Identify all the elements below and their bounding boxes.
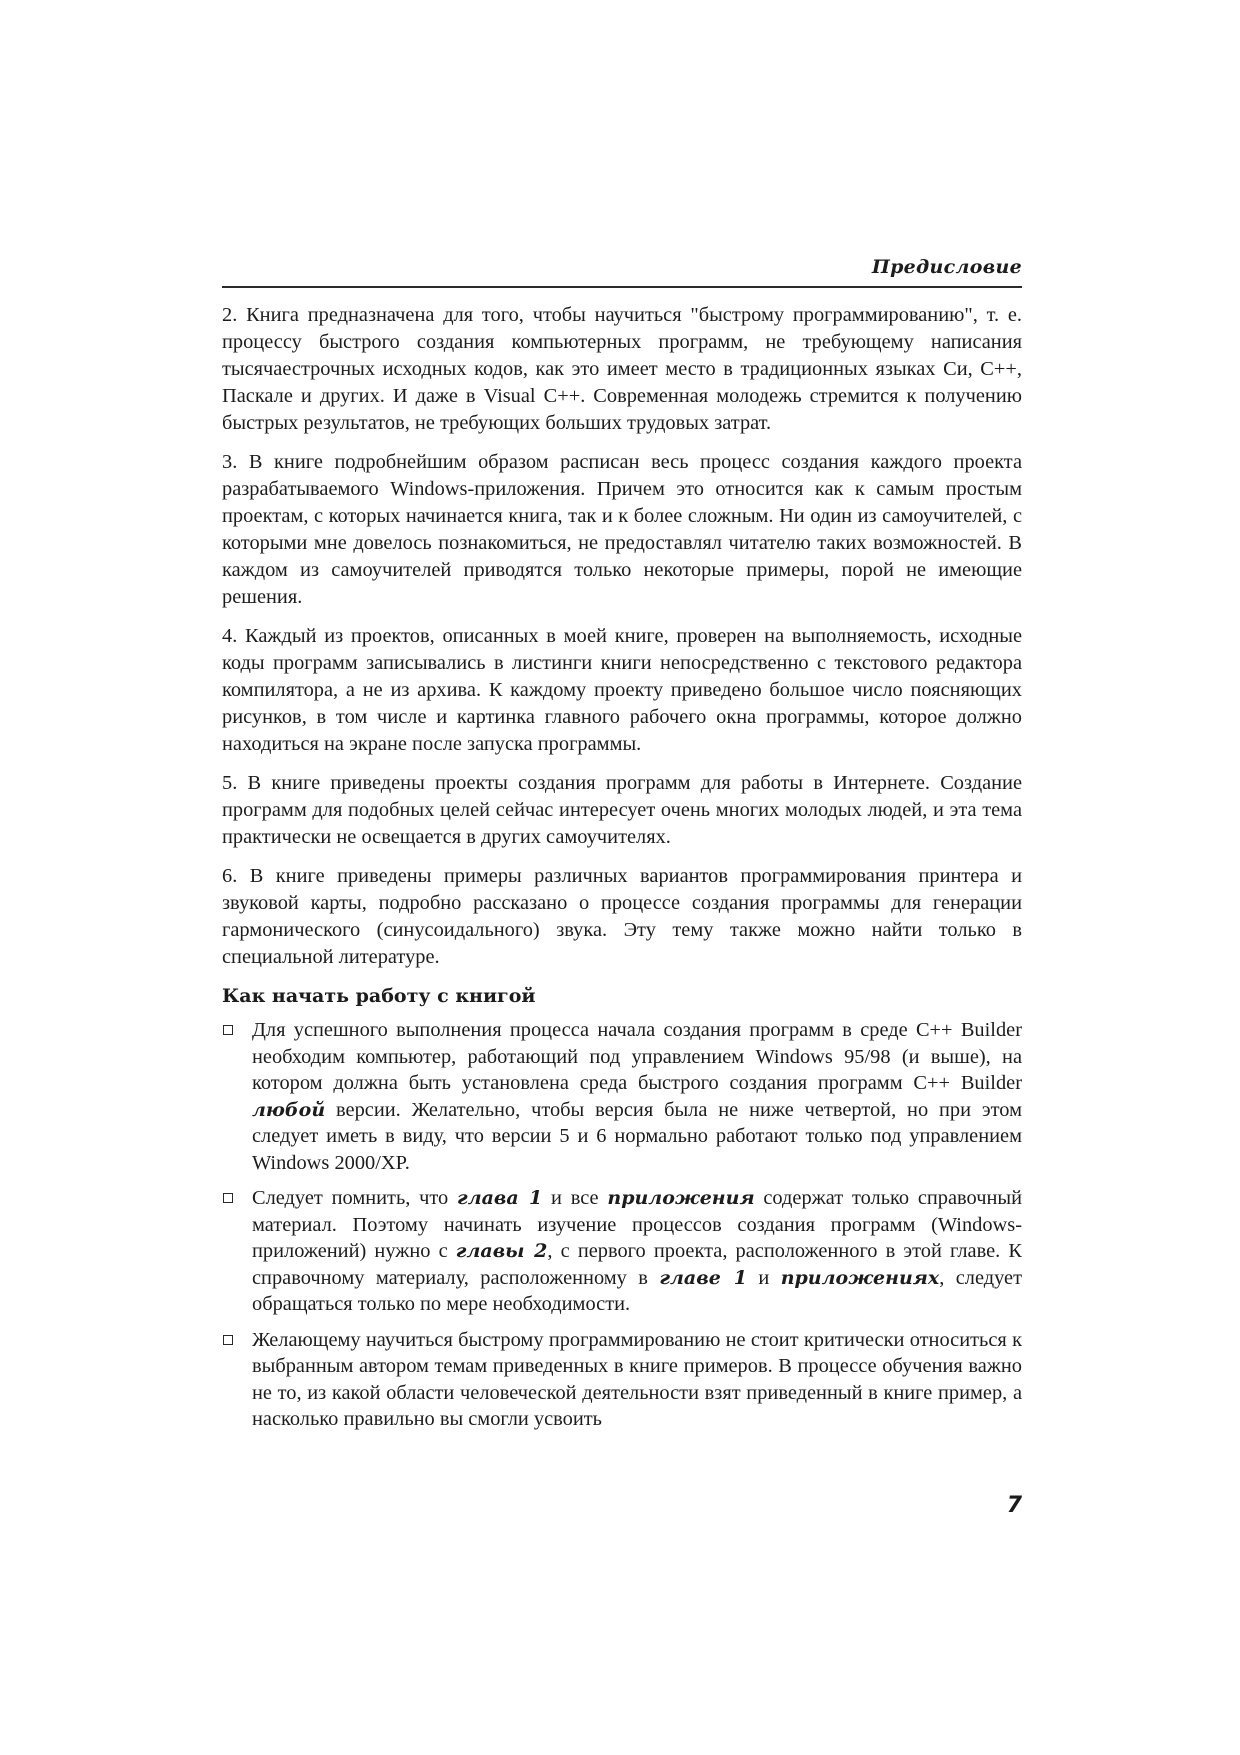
emphasis: приложения [607,1187,755,1209]
checkbox-bullet-icon [223,1335,233,1345]
paragraph-4: 4. Каждый из проектов, описанных в моей книге, проверен на выполняемость, исходные коды программ записывались в листинги книги непосредственно с текстового редактора компилятора, а не из архива. К каждому проекту приведено большое число поясняющих рисунков, в том числе и картинка главного рабочего окна программы, которое должно находиться на экране после запуска программы. [222,625,1022,755]
list-item-text: и все [542,1187,608,1209]
list-item-text: Для успешного выполнения процесса начала создания программ в среде С++ Builder необходим компьютер, работающий под управлением Windows 95/98 (и выше), на котором должна быть установлена среда быстрого создания программ С++ Builder [252,1019,1022,1094]
checkbox-bullet-icon [223,1193,233,1203]
running-header: Предисловие [871,256,1022,278]
list-item-text: , с первого проекта, расположенного в этой главе. К справочному материалу, расположенному в [252,1240,1022,1289]
emphasis: приложениях [780,1266,940,1289]
paragraph-2: 2. Книга предназначена для того, чтобы научиться "быстрому программированию", т. е. процессу быстрого создания компьютерных программ, не требующему написания тысячаестрочных исходных кодов, как это имеет место в традиционных языках Си, С++, Паскале и других. И даже в Visual С++. Современная молодежь стремится к получению быстрых результатов, не требующих больших трудовых затрат. [222,304,1022,434]
list-item-text: Следует помнить, что [252,1187,458,1209]
list-item [222,1327,1022,1433]
paragraph-3: 3. В книге подробнейшим образом расписан весь процесс создания каждого проекта разрабатываемого Windows-приложения. Причем это относится как к самым простым проектам, с которых начинается книга, так и к более сложным. Ни один из самоучителей, с которыми мне довелось познакомиться, не предоставлял читателю таких возможностей. В каждом из самоучителей приводятся только некоторые примеры, порой не имеющие решения. [222,451,1022,608]
header-rule [222,286,1022,288]
bullet-list [222,1017,1022,1433]
list-item [222,1185,1022,1318]
paragraph-5: 5. В книге приведены проекты создания программ для работы в Интернете. Создание программ для подобных целей сейчас интересует очень многих молодых людей, и эта тема практически не освещается в других самоучителях. [222,772,1022,848]
emphasis: глава 1 [457,1187,543,1209]
list-item [222,1017,1022,1176]
section-heading: Как начать работу с книгой [222,985,536,1007]
emphasis: любой [252,1098,326,1121]
list-item-text: содержат только справочный материал. Поэтому начинать изучение процессов создания программ (Windows-приложений) нужно с [252,1187,1022,1262]
list-item-text: версии. Желательно, чтобы версия была не ниже четвертой, но при этом следует иметь в виду, что версии 5 и 6 нормально работают только под управлением Windows 2000/XP. [252,1098,1022,1174]
emphasis: главе 1 [659,1266,747,1289]
emphasis: главы 2 [455,1240,548,1262]
page-number: 7 [1006,1493,1022,1518]
body-text [222,302,1022,1442]
list-item-text: , следует обращаться только по мере необходимости. [252,1266,1022,1315]
paragraph-6: 6. В книге приведены примеры различных вариантов программирования принтера и звуковой карты, подробно рассказано о процессе создания программы для генерации гармонического (синусоидального) звука. Эту тему также можно найти только в специальной литературе. [222,865,1022,968]
checkbox-bullet-icon [223,1025,233,1035]
list-item-text: и [746,1266,781,1289]
list-item-text: Желающему научиться быстрому программированию не стоит критически относиться к выбранным автором темам приведенных в книге примеров. В процессе обучения важно не то, из какой области человеческой деятельности взят приведенный в книге пример, а насколько правильно вы смогли усвоить [252,1328,1022,1430]
